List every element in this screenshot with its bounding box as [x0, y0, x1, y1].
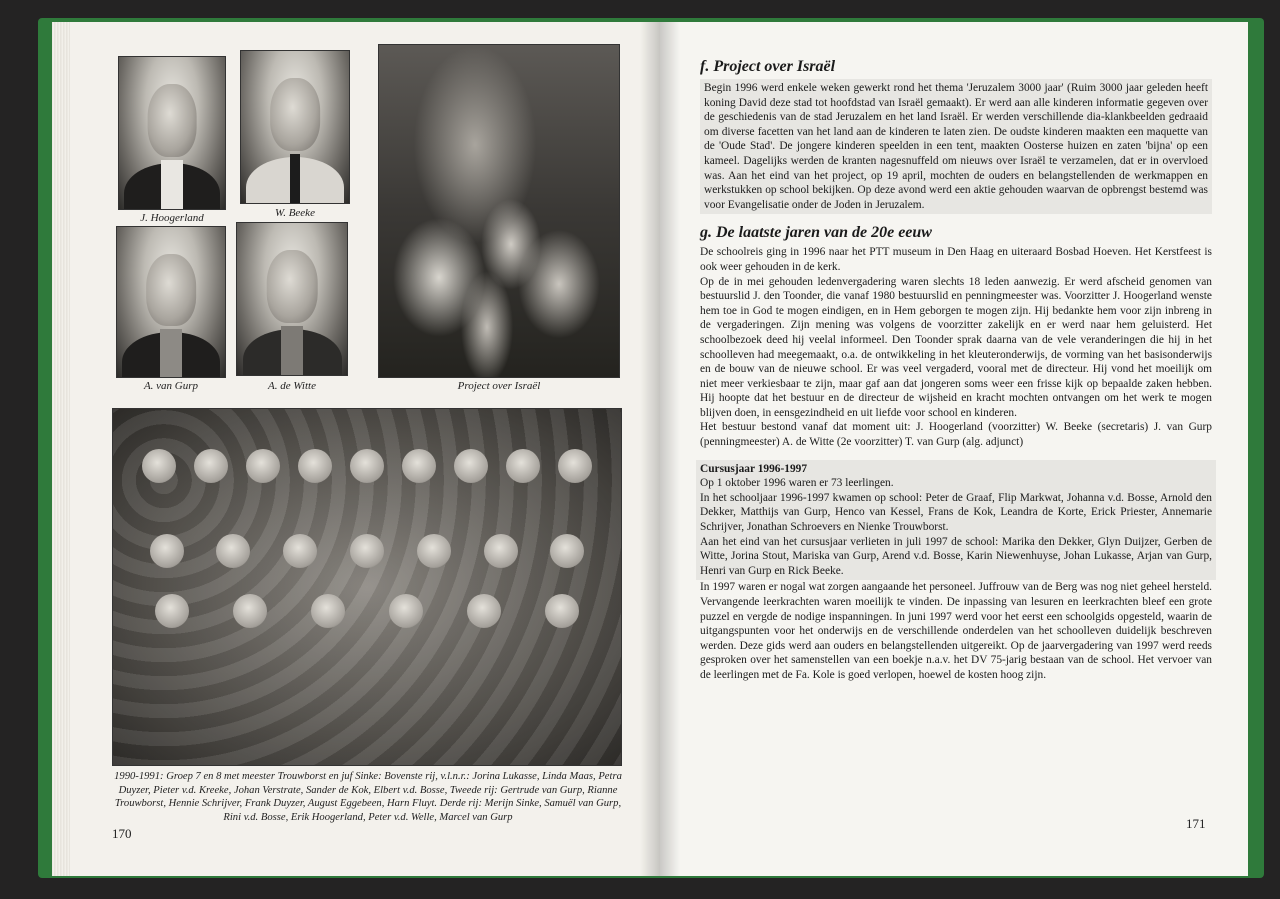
group-photo-caption: 1990-1991: Groep 7 en 8 met meester Trouwborst en juf Sinke: Bovenste rij, v.l.n.r.: Jorina Lukasse, Linda Maas, Petra Duyzer, Pieter v.d. Kreeke, Johan Verstrate, Sander de Kok, Elbert v.d. Bosse, Tweede rij: Gertrude van Gurp, Rianne Trouwborst, Hennie Schrijver, Frank Duyzer, August Eggebeen, Harn Fluyt. Derde rij: Merijn Sinke, Samuël van Gurp, Rini v.d. Bosse, Erik Hoogerland, Peter v.d. Welle, Marcel van Gurp — [114, 771, 622, 823]
page-number-left: 170 — [112, 826, 132, 841]
cursusjaar-paragraph-3: Aan het eind van het cursusjaar verlieten in juli 1997 de school: Marika den Dekker, Glyn Duijzer, Gerben de Witte, Jorina Stout, Mariska van Gurp, Arend v.d. Bosse, Karin Niewenhuyse, Johan Lukasse, Arjan van Gurp, Henri van Gurp en Rick Beeke. — [700, 535, 1212, 577]
portrait-caption-hoogerland: J. Hoogerland — [140, 212, 204, 224]
section-f-text: Begin 1996 werd enkele weken gewerkt rond het thema 'Jeruzalem 3000 jaar' (Ruim 3000 jaar geleden heeft koning David deze stad tot hoofdstad van Israël gemaakt). Er werd aan alle kinderen informatie gegeven over de geschiedenis van de stad Jeruzalem en het land Israël. Er werden verschillende dia-klankbeelden gedraaid om diverse facetten van het land aan de kinderen te laten zien. De oudste kinderen maakten een maquette van de 'Oude Stad'. De jongere kinderen speelden in een tent, maakten Oosterse huizen en zaten 'bijna' op een kameel. Dagelijks werden de kranten nagesnuffeld om nieuws over Israël te verzamelen, dat er in overvloed was. Aan het eind van het project, op 19 april, mochten de ouders en belangstellenden de werkmappen en werkstukken op school bekijken. Op deze avond werd een aktie gehouden waarvan de opbrengst bestemd was voor Evangelisatie onder de Joden in Jeruzalem. — [700, 79, 1212, 214]
cursusjaar-paragraph-1: Op 1 oktober 1996 waren er 73 leerlingen. — [700, 477, 894, 490]
cursusjaar-block — [696, 460, 1216, 581]
book-gutter — [640, 22, 680, 876]
section-g-heading: g. De laatste jaren van de 20e eeuw — [700, 224, 932, 242]
cursusjaar-heading: Cursusjaar 1996-1997 — [700, 462, 808, 475]
portrait-caption-van-gurp: A. van Gurp — [143, 380, 199, 392]
cursusjaar-paragraph-2: In het schooljaar 1996-1997 kwamen op school: Peter de Graaf, Flip Markwat, Johanna v.d. Bosse, Arnold den Dekker, Matthijs van Gurp, Henco van Kessel, Frans de Kok, Leandra de Korte, Erick Priester, Annemarie Schrijver, Jonathan Schroevers en Nienke Trouwborst. — [700, 491, 1212, 534]
section-g-paragraph-3: Het bestuur bestond vanaf dat moment uit: J. Hoogerland (voorzitter) W. Beeke (secretaris) J. van Gurp (penningmeester) A. de Witte (2e voorzitter) T. van Gurp (alg. adjunct) — [700, 421, 1212, 449]
section-f-heading: f. Project over Israël — [700, 58, 836, 75]
page-number-right: 171 — [1186, 816, 1206, 831]
portrait-caption-de-witte: A. de Witte — [268, 380, 316, 392]
section-g-paragraph-2: Op de in mei gehouden ledenvergadering waren slechts 18 leden aanwezig. Er werd afscheid genomen van bestuurslid J. den Toonder, die vanaf 1980 bestuurslid en penningmeester was. Voorzitter J. Hoogerland wenste hem toe in God te mogen eindigen, en in Hem geborgen te mogen zijn. Hij bedankte hem voor zijn inbreng in de vergaderingen. Zijn mening was volgens de voorzitter zakelijk en er werd naar hem geluisterd. Het schoolbezoek deed hij veelal informeel. Den Toonder sprak daarna van de vele veranderingen die hij in het schoolleven had meegemaakt, o.a. de ontwikkeling in het kleuteronderwijs, de vorming van het basisonderwijs en de bouw van de nieuwe school. Er was veel vergaderd, vooral met de directeur. Hij vond het moeilijk om niet meer verkiesbaar te zijn, maar gaf aan dat jongeren soms weer een frisse kijk op bepaalde zaken hebben. Hij hoopte dat het bestuur en de directeur de wijsheid en kracht mochten ontvangen om het werk te mogen blijven doen, in eensgezindheid en uit liefde voor school en kinderen. — [700, 275, 1212, 419]
portrait-photo-van-gurp — [116, 226, 226, 378]
right-page-text — [700, 58, 1212, 683]
portrait-photo-beeke — [240, 50, 350, 204]
cursusjaar-paragraph-4: In 1997 waren er nogal wat zorgen aangaande het personeel. Juffrouw van de Berg was nog niet geheel hersteld. Vervangende leerkrachten waren moeilijk te vinden. De inpassing van lesuren en leerkrachten bleef een grote puzzel en vergde de nodige inspanningen. In juni 1997 werd voor het eerst een schoolgids opgesteld, waarin de uitgangspunten voor het onderwijs en de verschillende onderdelen van het schoolleven duidelijk beschreven werden. Deze gids werd aan ouders en belangstellenden uitgereikt. Op de jaarvergadering van 1997 werd reeds gesproken over het samenstellen van een boekje n.a.v. het DV 75-jarig bestaan van de school. Het vervoer van de leerlingen met de Fa. Kole is goed verlopen, hoewel de kosten hoog zijn. — [700, 581, 1212, 681]
portrait-caption-beeke: W. Beeke — [275, 207, 315, 219]
project-photo-caption: Project over Israël — [457, 380, 541, 392]
portrait-photo-hoogerland — [118, 56, 226, 210]
class-group-photo — [112, 408, 622, 766]
section-g-paragraph-1: De schoolreis ging in 1996 naar het PTT museum in Den Haag en uiteraard Bosbad Hoeven. Het Kerstfeest is ook weer gehouden in de kerk. — [700, 246, 1212, 273]
portrait-photo-de-witte — [236, 222, 348, 376]
project-israel-photo — [378, 44, 620, 378]
